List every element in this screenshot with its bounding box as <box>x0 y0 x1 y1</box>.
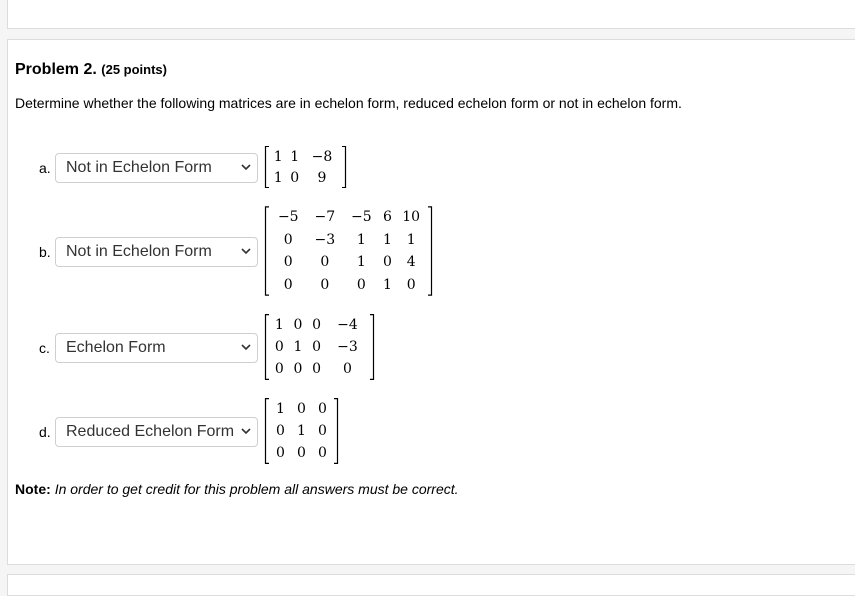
matrix-entry: 1 <box>276 401 285 417</box>
matrix-entry: 0 <box>297 401 306 417</box>
matrix-entry: 0 <box>312 361 322 377</box>
matrix-row <box>270 358 369 380</box>
matrix-entry: −5 <box>351 209 372 226</box>
part-c-select-value: Echelon Form <box>66 339 166 356</box>
matrix-entry: 0 <box>293 317 303 333</box>
matrix-entry: 0 <box>318 401 327 417</box>
chevron-down-icon <box>241 344 251 351</box>
matrix-entry: 4 <box>406 254 416 271</box>
matrix-entry: 0 <box>318 423 327 439</box>
matrix-entry: 0 <box>283 276 293 293</box>
problem-heading <box>15 61 167 79</box>
next-problem-panel <box>7 574 855 596</box>
chevron-down-icon <box>241 164 251 171</box>
matrix-entry: 0 <box>283 254 293 271</box>
part-b-select[interactable] <box>55 237 258 267</box>
matrix-row <box>270 274 427 297</box>
matrix-entry: 1 <box>273 169 283 186</box>
matrix-entry: −5 <box>277 209 299 226</box>
matrix-entry: 1 <box>297 423 306 439</box>
matrix-row <box>270 206 427 229</box>
matrix-entry: 0 <box>406 276 416 293</box>
matrix-entry: 1 <box>293 339 303 355</box>
part-b-select-value: Not in Echelon Form <box>66 243 212 260</box>
matrix-entry: 1 <box>383 276 392 293</box>
part-b-matrix <box>264 206 433 296</box>
matrix-entry: 1 <box>406 231 416 248</box>
matrix-entries <box>270 314 369 380</box>
matrix-entry: 0 <box>383 254 392 271</box>
chevron-down-icon <box>241 428 251 435</box>
matrix-entry: 1 <box>383 231 392 248</box>
matrix-entry: 1 <box>273 148 283 165</box>
matrix-entry: −7 <box>314 209 336 226</box>
previous-problem-panel <box>7 0 855 29</box>
matrix-entry: 0 <box>320 254 330 271</box>
right-bracket <box>369 314 375 380</box>
part-d-select[interactable] <box>55 417 258 447</box>
matrix-entry: 0 <box>274 361 284 377</box>
matrix-entry: 9 <box>317 169 327 186</box>
chevron-down-icon <box>241 248 251 255</box>
matrix-entries <box>270 146 341 188</box>
right-bracket <box>341 146 347 188</box>
part-a-matrix <box>264 146 347 188</box>
matrix-entry: 0 <box>312 339 322 355</box>
matrix-entry: −3 <box>314 231 336 248</box>
matrix-entry: −4 <box>337 317 358 333</box>
part-a-select-value: Not in Echelon Form <box>66 159 212 176</box>
note: Note: In order to get credit for this problem all answers must be correct. <box>15 481 459 497</box>
matrix-entry: −8 <box>311 148 333 165</box>
problem-instructions: Determine whether the following matrices are in echelon form, reduced echelon form or not in echelon form. <box>15 95 682 111</box>
matrix-row <box>270 229 427 252</box>
matrix-entries <box>270 398 333 464</box>
part-d-matrix <box>264 398 339 464</box>
matrix-entry: 0 <box>293 361 303 377</box>
part-c-letter: c. <box>39 340 50 356</box>
matrix-entry: 6 <box>383 209 392 226</box>
part-c-matrix <box>264 314 375 380</box>
matrix-entry: 0 <box>276 445 285 461</box>
matrix-row <box>270 251 427 274</box>
matrix-entry: 0 <box>283 231 293 248</box>
matrix-row <box>270 314 369 336</box>
matrix-row <box>270 398 333 420</box>
matrix-entry: 0 <box>274 339 284 355</box>
right-bracket <box>427 206 433 296</box>
matrix-row <box>270 167 341 188</box>
problem-title: Problem 2. <box>15 61 97 78</box>
matrix-entry: −3 <box>337 339 358 355</box>
matrix-entry: 0 <box>356 276 366 293</box>
matrix-row <box>270 146 341 167</box>
note-label: Note <box>15 481 47 497</box>
matrix-entry: 0 <box>290 169 300 186</box>
matrix-entry: 0 <box>318 445 327 461</box>
part-b-letter: b. <box>39 244 51 260</box>
matrix-entry: 0 <box>276 423 285 439</box>
matrix-entry: 0 <box>342 361 352 377</box>
matrix-entry: 0 <box>320 276 330 293</box>
part-d-select-value: Reduced Echelon Form <box>66 423 235 440</box>
right-bracket <box>333 398 339 464</box>
part-a-letter: a. <box>39 160 51 176</box>
part-d-letter: d. <box>39 424 51 440</box>
matrix-entry: 0 <box>297 445 306 461</box>
matrix-entry: 1 <box>274 317 284 333</box>
matrix-row <box>270 336 369 358</box>
matrix-entry: 0 <box>312 317 322 333</box>
note-text: In order to get credit for this problem all answers must be correct. <box>54 481 459 497</box>
matrix-entry: 1 <box>356 231 366 248</box>
matrix-entry: 10 <box>402 209 421 226</box>
matrix-row <box>270 442 333 464</box>
matrix-entry: 1 <box>356 254 366 271</box>
problem-points: (25 points) <box>101 62 167 77</box>
matrix-entry: 1 <box>290 148 300 165</box>
part-a-select[interactable] <box>55 153 258 183</box>
part-c-select[interactable] <box>55 333 258 363</box>
matrix-entries <box>270 206 427 296</box>
matrix-row <box>270 420 333 442</box>
